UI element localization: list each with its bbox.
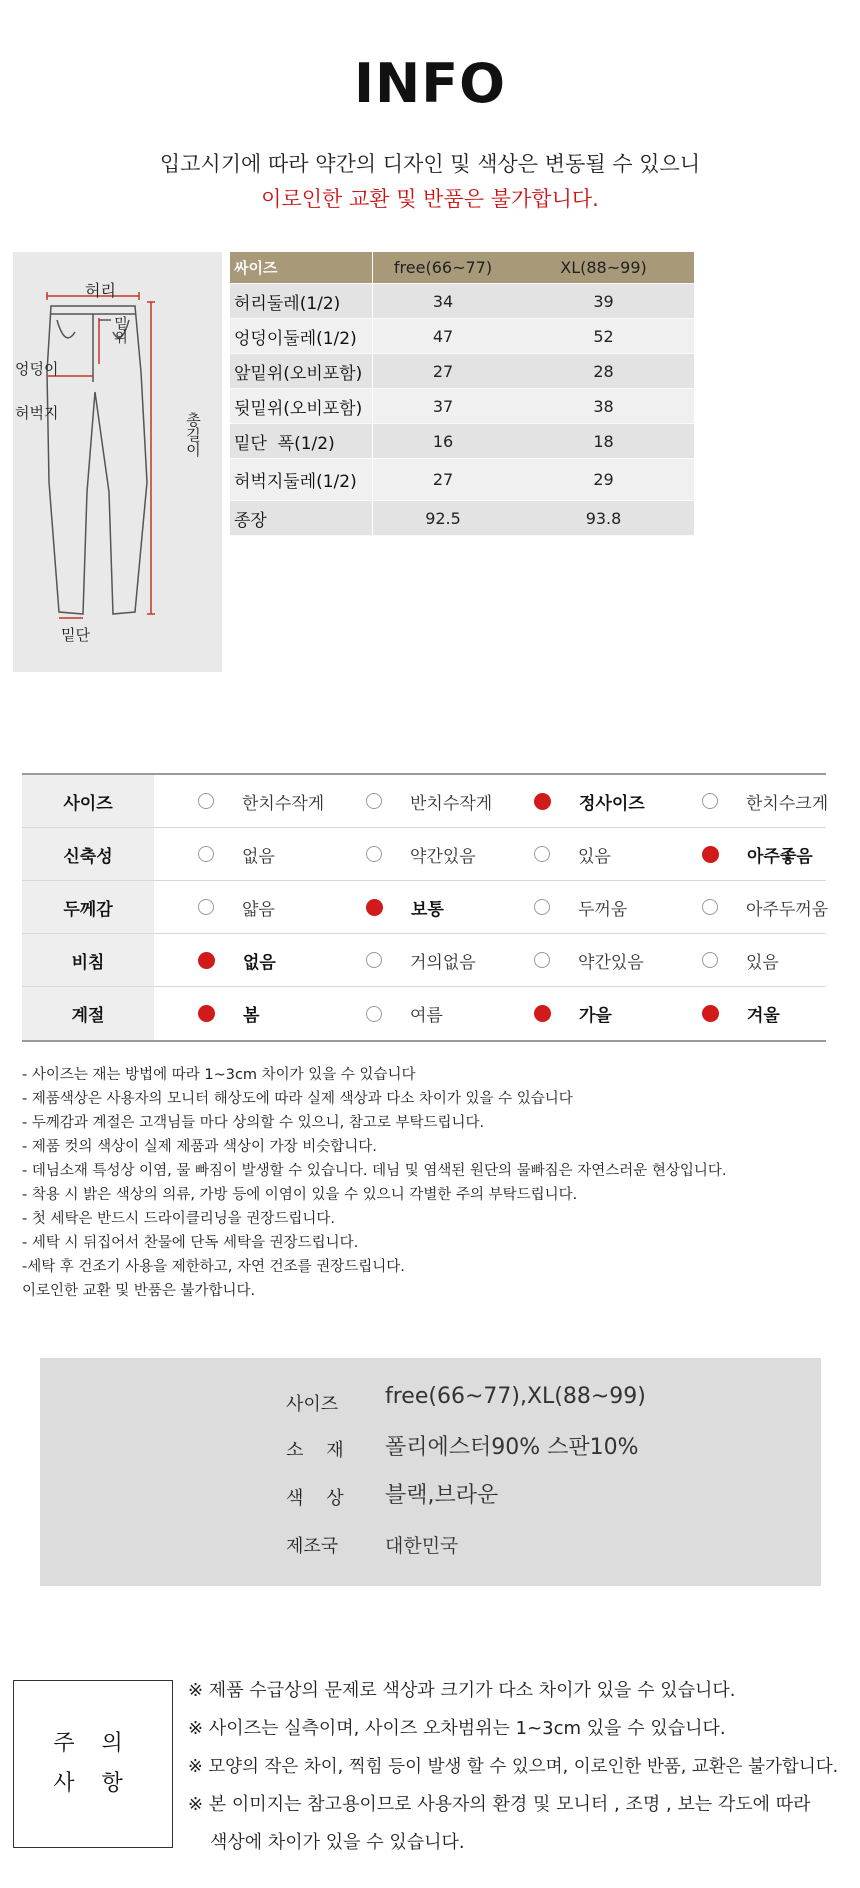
- attribute-option: [490, 948, 658, 973]
- row-label: 밑단 폭(1/2): [230, 424, 373, 458]
- radio-empty-icon: [534, 952, 550, 968]
- label-hip: 엉덩이: [15, 360, 59, 378]
- radio-empty-icon: [366, 952, 382, 968]
- cell-xl: 38: [593, 396, 614, 416]
- pants-diagram: [13, 252, 222, 672]
- attribute-option: [490, 895, 658, 920]
- attribute-option: [154, 948, 322, 973]
- attribute-row: [22, 828, 826, 881]
- attribute-option-label: 있음: [746, 952, 779, 973]
- attribute-option-label: 거의없음: [410, 952, 476, 973]
- radio-selected-icon: [366, 899, 383, 916]
- attribute-option: [322, 842, 490, 867]
- radio-empty-icon: [702, 952, 718, 968]
- attribute-option-label: 한치수작게: [242, 793, 325, 814]
- row-label: 뒷밑위(오비포함): [230, 389, 373, 423]
- caution-list: [188, 1672, 848, 1862]
- note-item: - 제품색상은 사용자의 모니터 해상도에 따라 실제 색상과 다소 차이가 있을 수 있습니다: [22, 1091, 573, 1107]
- note-item: - 제품 컷의 색상이 실제 제품과 색상이 가장 비슷합니다.: [22, 1139, 377, 1155]
- note-item: - 착용 시 밝은 색상의 의류, 가방 등에 이염이 있을 수 있으니 각별한 주의 부탁드립니다.: [22, 1187, 578, 1203]
- attribute-option-label: 봄: [243, 1006, 260, 1026]
- header-subtitle: 입고시기에 따라 약간의 디자인 및 색상은 변동될 수 있으니: [159, 152, 701, 176]
- radio-empty-icon: [366, 846, 382, 862]
- label-hem: 밑단: [61, 626, 90, 644]
- header-warning: 이로인한 교환 및 반품은 불가합니다.: [261, 187, 599, 211]
- caution-item: ※ 사이즈는 실측이며, 사이즈 오차범위는 1~3cm 있을 수 있습니다.: [188, 1718, 726, 1739]
- attribute-label: 사이즈: [22, 775, 154, 827]
- attribute-option: [658, 948, 826, 973]
- radio-empty-icon: [366, 1006, 382, 1022]
- cell-free: 47: [432, 326, 454, 346]
- radio-empty-icon: [702, 793, 718, 809]
- radio-empty-icon: [534, 899, 550, 915]
- attribute-option-label: 있음: [578, 846, 611, 867]
- attribute-option: [658, 842, 826, 867]
- attribute-label: 비침: [22, 934, 154, 986]
- label-thigh: 허벅지: [15, 404, 59, 422]
- radio-selected-icon: [702, 846, 719, 863]
- note-item: - 두께감과 계절은 고객님들 마다 상의할 수 있으니, 참고로 부탁드립니다.: [22, 1115, 485, 1131]
- header-cell: free(66~77): [393, 258, 493, 277]
- cell-xl: 39: [593, 291, 614, 311]
- table-row: [230, 501, 694, 536]
- attribute-option-label: 한치수크게: [746, 793, 829, 814]
- attribute-option-label: 겨울: [747, 1006, 780, 1026]
- note-item: - 데님소재 특성상 이염, 물 빠짐이 발생할 수 있습니다. 데님 및 염색된 원단의 물빠짐은 자연스러운 현상입니다.: [22, 1163, 727, 1179]
- caution-title-line: 사 항: [53, 1771, 133, 1796]
- spec-value: 블랙,브라운: [385, 1483, 499, 1508]
- attribute-option-label: 아주좋음: [747, 846, 813, 867]
- spec-value: 대한민국: [385, 1535, 459, 1557]
- radio-empty-icon: [198, 793, 214, 809]
- header-cell: XL(88~99): [560, 258, 647, 277]
- spec-value: free(66~77),XL(88~99): [385, 1384, 646, 1409]
- note-item: - 사이즈는 재는 방법에 따라 1~3cm 차이가 있을 수 있습니다: [22, 1067, 416, 1083]
- radio-selected-icon: [702, 1005, 719, 1022]
- attribute-option: [490, 789, 658, 814]
- size-table-header: [230, 252, 694, 284]
- attribute-row: [22, 775, 829, 828]
- attribute-option-label: 반치수작게: [410, 793, 493, 814]
- note-item: -세탁 후 건조기 사용을 제한하고, 자연 건조를 권장드립니다.: [22, 1259, 405, 1275]
- label-waist: 허리: [85, 281, 116, 300]
- radio-empty-icon: [702, 899, 718, 915]
- attribute-option-label: 가을: [579, 1006, 612, 1026]
- caution-item: ※ 본 이미지는 참고용이므로 사용자의 환경 및 모니터 , 조명 , 보는 각도에 따라: [188, 1794, 811, 1815]
- cell-xl: 52: [593, 326, 614, 346]
- note-item: - 세탁 시 뒤집어서 찬물에 단독 세탁을 권장드립니다.: [22, 1235, 359, 1251]
- cell-free: 16: [432, 431, 454, 451]
- cell-xl: 28: [593, 361, 614, 381]
- attribute-row: [22, 987, 826, 1040]
- radio-selected-icon: [198, 952, 215, 969]
- attribute-option: [490, 1001, 658, 1026]
- spec-label: 제조국: [286, 1536, 339, 1557]
- attribute-option-label: 두꺼움: [578, 899, 628, 920]
- attribute-option-label: 아주두꺼움: [746, 899, 829, 920]
- attribute-row: [22, 881, 829, 934]
- spec-value: 폴리에스터90% 스판10%: [385, 1435, 639, 1460]
- note-item: - 첫 세탁은 반드시 드라이클리닝을 권장드립니다.: [22, 1211, 336, 1227]
- label-rise: 밑위: [112, 316, 128, 344]
- attribute-option: [658, 789, 829, 814]
- radio-empty-icon: [198, 899, 214, 915]
- attribute-option: [322, 895, 490, 920]
- spec-box: [40, 1358, 821, 1586]
- caution-item: ※ 제품 수급상의 문제로 색상과 크기가 다소 차이가 있을 수 있습니다.: [188, 1680, 736, 1701]
- pants-outline-icon: [13, 252, 222, 672]
- notes-list: [22, 1063, 822, 1303]
- table-row: [230, 319, 694, 354]
- radio-empty-icon: [198, 846, 214, 862]
- row-label: 앞밑위(오비포함): [230, 354, 373, 388]
- attribute-option: [154, 789, 325, 814]
- radio-empty-icon: [366, 793, 382, 809]
- note-item: 이로인한 교환 및 반품은 불가합니다.: [22, 1283, 256, 1299]
- row-label: 허리둘레(1/2): [230, 284, 373, 318]
- radio-selected-icon: [198, 1005, 215, 1022]
- attribute-option-label: 보통: [411, 899, 444, 920]
- attribute-label: 신축성: [22, 828, 154, 880]
- spec-label: 사이즈: [286, 1394, 339, 1415]
- cell-free: 27: [432, 361, 454, 381]
- cell-xl: 18: [593, 431, 614, 451]
- page-title: INFO: [353, 52, 507, 115]
- attribute-table: [22, 773, 829, 1042]
- attribute-option: [490, 842, 658, 867]
- cell-xl: 29: [593, 470, 614, 489]
- cell-free: 34: [432, 291, 454, 311]
- attribute-option: [658, 1001, 826, 1026]
- attribute-option-label: 여름: [410, 1006, 443, 1026]
- attribute-option: [154, 1001, 322, 1026]
- attribute-label: 두께감: [22, 881, 154, 933]
- attribute-option-label: 얇음: [242, 899, 275, 920]
- attribute-option-label: 없음: [242, 846, 275, 867]
- table-row: [230, 459, 694, 501]
- header-cell: 싸이즈: [230, 252, 373, 283]
- caution-item: ※ 모양의 작은 차이, 찍힘 등이 발생 할 수 있으며, 이로인한 반품, 교환은 불가합니다.: [188, 1757, 839, 1777]
- attribute-option-label: 약간있음: [578, 952, 644, 973]
- attribute-label: 계절: [22, 987, 154, 1040]
- radio-selected-icon: [534, 793, 551, 810]
- attribute-option: [322, 1001, 490, 1026]
- cell-free: 92.5: [425, 508, 461, 528]
- caution-item: 색상에 차이가 있을 수 있습니다.: [210, 1832, 465, 1853]
- cell-free: 37: [432, 396, 454, 416]
- spec-label: 색 상: [286, 1488, 344, 1509]
- table-row: [230, 424, 694, 459]
- attribute-option: [154, 842, 322, 867]
- caution-box: [13, 1680, 173, 1848]
- cell-free: 27: [432, 470, 454, 489]
- attribute-option-label: 약간있음: [410, 846, 476, 867]
- row-label: 허벅지둘레(1/2): [230, 459, 373, 500]
- table-row: [230, 389, 694, 424]
- attribute-option-label: 없음: [243, 952, 276, 973]
- attribute-option: [658, 895, 829, 920]
- caution-title-line: 주 의: [53, 1731, 133, 1756]
- radio-empty-icon: [534, 846, 550, 862]
- attribute-option-label: 정사이즈: [579, 793, 645, 814]
- table-row: [230, 354, 694, 389]
- size-table: [230, 252, 694, 536]
- attribute-option: [322, 789, 493, 814]
- attribute-option: [154, 895, 322, 920]
- attribute-row: [22, 934, 826, 987]
- table-row: [230, 284, 694, 319]
- row-label: 엉덩이둘레(1/2): [230, 319, 373, 353]
- row-label: 종장: [230, 501, 373, 535]
- cell-xl: 93.8: [585, 508, 622, 528]
- attribute-option: [322, 948, 490, 973]
- label-length: 총길이: [184, 412, 202, 457]
- radio-selected-icon: [534, 1005, 551, 1022]
- spec-label: 소 재: [286, 1440, 344, 1461]
